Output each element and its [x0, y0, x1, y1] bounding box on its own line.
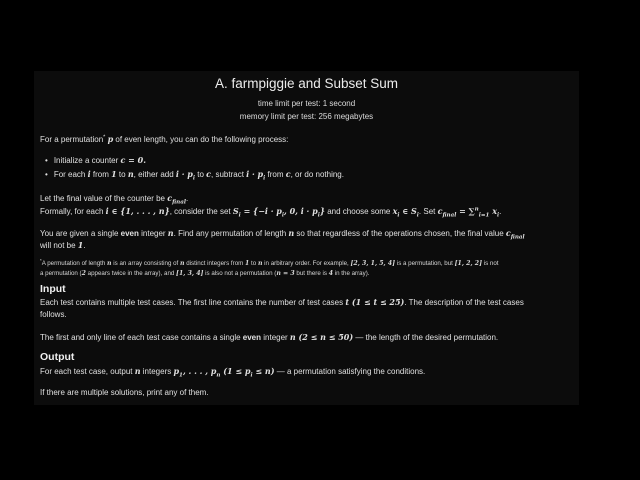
input-line-desc: The first and only line of each test case contains a single even integer n (2 ≤ n ≤ 50) — the length of the desired permutation.: [40, 332, 499, 342]
footnote: *A permutation of length n is an array consisting of n distinct integers from 1 to n in arbitrary order. For example, [2, 3, 1, 5, 4] is a permutation, but [1, 2, 2] is not: [40, 257, 499, 267]
output-text: For each test case, output n integers $p_1$, . . . , $p_n$ $(1 \le p_i \le n)$ — a permutation satisfying the conditions.: [40, 366, 426, 379]
list-item: • For each i from 1 to n, either add $i \cdot p_i$ to c, subtract $i \cdot p_i$ from c, or do nothing.: [45, 169, 344, 179]
final-value-text: Let the final value of the counter be $c_{final}$.: [40, 193, 189, 206]
output-text-line2: If there are multiple solutions, print any of them.: [40, 388, 209, 397]
input-text: Each test contains multiple test cases. The first line contains the number of test cases t (1 ≤ t ≤ 25). The description of the test cases: [40, 297, 524, 307]
statement-intro: For a permutation* p of even length, you can do the following process:: [40, 134, 289, 144]
problem-title: A. farmpiggie and Subset Sum: [214, 76, 399, 91]
formal-definition: Formally, for each i ∈ {1, . . . , n}, consider the set $S_i = \{-i \cdot p_i$, 0, $i \cdot p_i$} and choose some $x_i$ ∈ $S_i$. Set $c_{final} = \sum^n_{i=1}$ $x_i$.: [40, 206, 502, 219]
input-text-line2: follows.: [40, 310, 67, 319]
footnote-line2: a permutation (2 appears twice in the array), and [1, 3, 4] is also not a permutation (n = 3 but there is 4 in the array).: [40, 270, 370, 277]
input-heading: Input: [40, 283, 66, 295]
problem-statement-panel: [34, 71, 579, 405]
task-text: You are given a single even integer n. Find any permutation of length n so that regardless of the operations chosen, the final value $c_{final}$: [40, 228, 525, 241]
output-heading: Output: [40, 351, 75, 363]
list-item: • Initialize a counter c = 0.: [45, 155, 146, 165]
time-limit: time limit per test: 1 second: [257, 99, 356, 108]
task-text-line2: will not be 1.: [40, 240, 86, 250]
memory-limit: memory limit per test: 256 megabytes: [239, 112, 374, 121]
